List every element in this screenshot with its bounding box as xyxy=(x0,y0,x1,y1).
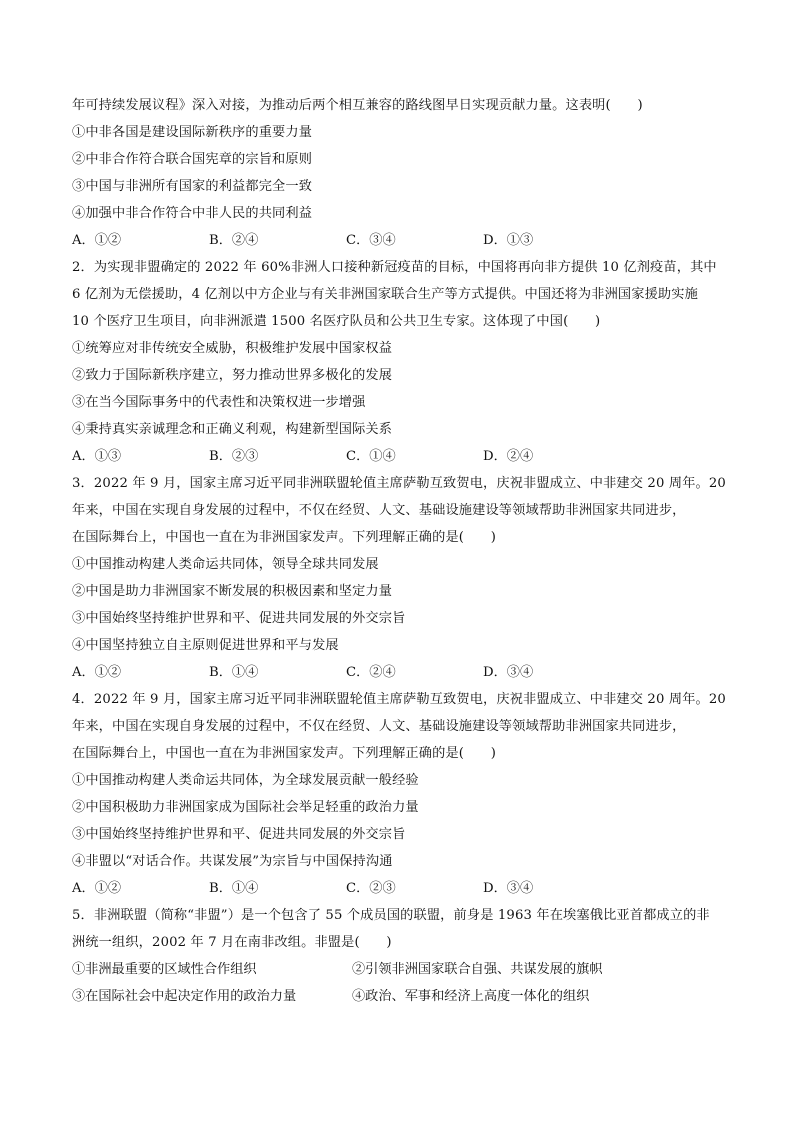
statement-item: ④中国坚持独立自主原则促进世界和平与发展 xyxy=(72,638,339,653)
option-c: C．②③ xyxy=(346,881,396,896)
question-text: 年来，中国在实现自身发展的过程中，不仅在经贸、人文、基础设施建设等领域帮助非洲国家共同进步， xyxy=(72,503,686,518)
statement-item: ③中国始终坚持维护世界和平、促进共同发展的外交宗旨 xyxy=(72,827,406,842)
statement-row xyxy=(72,983,732,1010)
statement-item: ④政治、军事和经济上高度一体化的组织 xyxy=(352,989,590,1004)
question-text: 10 个医疗卫生项目，向非洲派遣 1500 名医疗队员和公共卫生专家。这体现了中国( ) xyxy=(72,314,601,329)
question-text: 4．2022 年 9 月，国家主席习近平同非洲联盟轮值主席萨勒互致贺电，庆祝非盟成立、中非建交 20 周年。20 xyxy=(72,692,726,707)
option-a: A．①② xyxy=(72,233,122,248)
statement-item: ②引领非洲国家联合自强、共谋发展的旗帜 xyxy=(352,962,603,977)
question-3 xyxy=(72,470,732,686)
question-text: 洲统一组织，2002 年 7 月在南非改组。非盟是( ) xyxy=(72,935,392,950)
statement-item: ③在当今国际事务中的代表性和决策权进一步增强 xyxy=(72,395,366,410)
option-c: C．①④ xyxy=(346,449,396,464)
statement-item: ④秉持真实亲诚理念和正确义利观，构建新型国际关系 xyxy=(72,422,393,437)
statement-item: ④加强中非合作符合中非人民的共同利益 xyxy=(72,206,313,221)
statement-row xyxy=(72,956,732,983)
statement-item: ①统筹应对非传统安全威胁，积极维护发展中国家权益 xyxy=(72,341,393,356)
option-b: B．②④ xyxy=(209,233,259,248)
statement-item: ①非洲最重要的区域性合作组织 xyxy=(72,962,257,977)
question-2 xyxy=(72,254,732,470)
option-a: A．①② xyxy=(72,881,122,896)
option-b: B．②③ xyxy=(209,449,259,464)
statement-item: ④非盟以“对话合作。共谋发展”为宗旨与中国保持沟通 xyxy=(72,854,393,869)
statement-item: ③中国与非洲所有国家的利益都完全一致 xyxy=(72,179,313,194)
statement-item: ②中国是助力非洲国家不断发展的积极因素和坚定力量 xyxy=(72,584,393,599)
question-text: 2．为实现非盟确定的 2022 年 60%非洲人口接种新冠疫苗的目标，中国将再向非方提供 10 亿剂疫苗，其中 xyxy=(72,260,717,275)
option-a: A．①② xyxy=(72,665,122,680)
option-a: A．①③ xyxy=(72,449,122,464)
question-text: 3．2022 年 9 月，国家主席习近平同非洲联盟轮值主席萨勒互致贺电，庆祝非盟成立、中非建交 20 周年。20 xyxy=(72,476,726,491)
option-d: D．①③ xyxy=(483,233,534,248)
statement-item: ①中国推动构建人类命运共同体，为全球发展贡献一般经验 xyxy=(72,773,419,788)
question-text: 年可持续发展议程》深入对接，为推动后两个相互兼容的路线图早日实现贡献力量。这表明( ) xyxy=(72,98,643,113)
statement-item: ②致力于国际新秩序建立，努力推动世界多极化的发展 xyxy=(72,368,393,383)
answer-options xyxy=(72,659,732,686)
option-b: B．①④ xyxy=(209,665,259,680)
option-d: D．②④ xyxy=(483,449,534,464)
question-text: 在国际舞台上，中国也一直在为非洲国家发声。下列理解正确的是( ) xyxy=(72,530,497,545)
option-b: B．①④ xyxy=(209,881,259,896)
question-5 xyxy=(72,902,732,1010)
question-text: 在国际舞台上，中国也一直在为非洲国家发声。下列理解正确的是( ) xyxy=(72,746,497,761)
option-d: D．③④ xyxy=(483,665,534,680)
question-text: 年来，中国在实现自身发展的过程中，不仅在经贸、人文、基础设施建设等领域帮助非洲国家共同进步， xyxy=(72,719,686,734)
statement-item: ③中国始终坚持维护世界和平、促进共同发展的外交宗旨 xyxy=(72,611,406,626)
statement-item: ③在国际社会中起决定作用的政治力量 xyxy=(72,989,297,1004)
question-text: 6 亿剂为无偿援助，4 亿剂以中方企业与有关非洲国家联合生产等方式提供。中国还将为非洲国家援助实施 xyxy=(72,287,698,302)
option-c: C．③④ xyxy=(346,233,396,248)
answer-options xyxy=(72,443,732,470)
statement-item: ①中非各国是建设国际新秩序的重要力量 xyxy=(72,125,313,140)
question-text: 5．非洲联盟（简称“非盟”）是一个包含了 55 个成员国的联盟，前身是 1963 年在埃塞俄比亚首都成立的非 xyxy=(72,908,710,923)
statement-item: ①中国推动构建人类命运共同体，领导全球共同发展 xyxy=(72,557,379,572)
statement-item: ②中国积极助力非洲国家成为国际社会举足轻重的政治力量 xyxy=(72,800,419,815)
intro-question xyxy=(72,92,732,254)
answer-options xyxy=(72,875,732,902)
question-4 xyxy=(72,686,732,902)
exam-page xyxy=(72,92,732,1010)
option-c: C．②④ xyxy=(346,665,396,680)
answer-options xyxy=(72,227,732,254)
statement-item: ②中非合作符合联合国宪章的宗旨和原则 xyxy=(72,152,313,167)
option-d: D．③④ xyxy=(483,881,534,896)
